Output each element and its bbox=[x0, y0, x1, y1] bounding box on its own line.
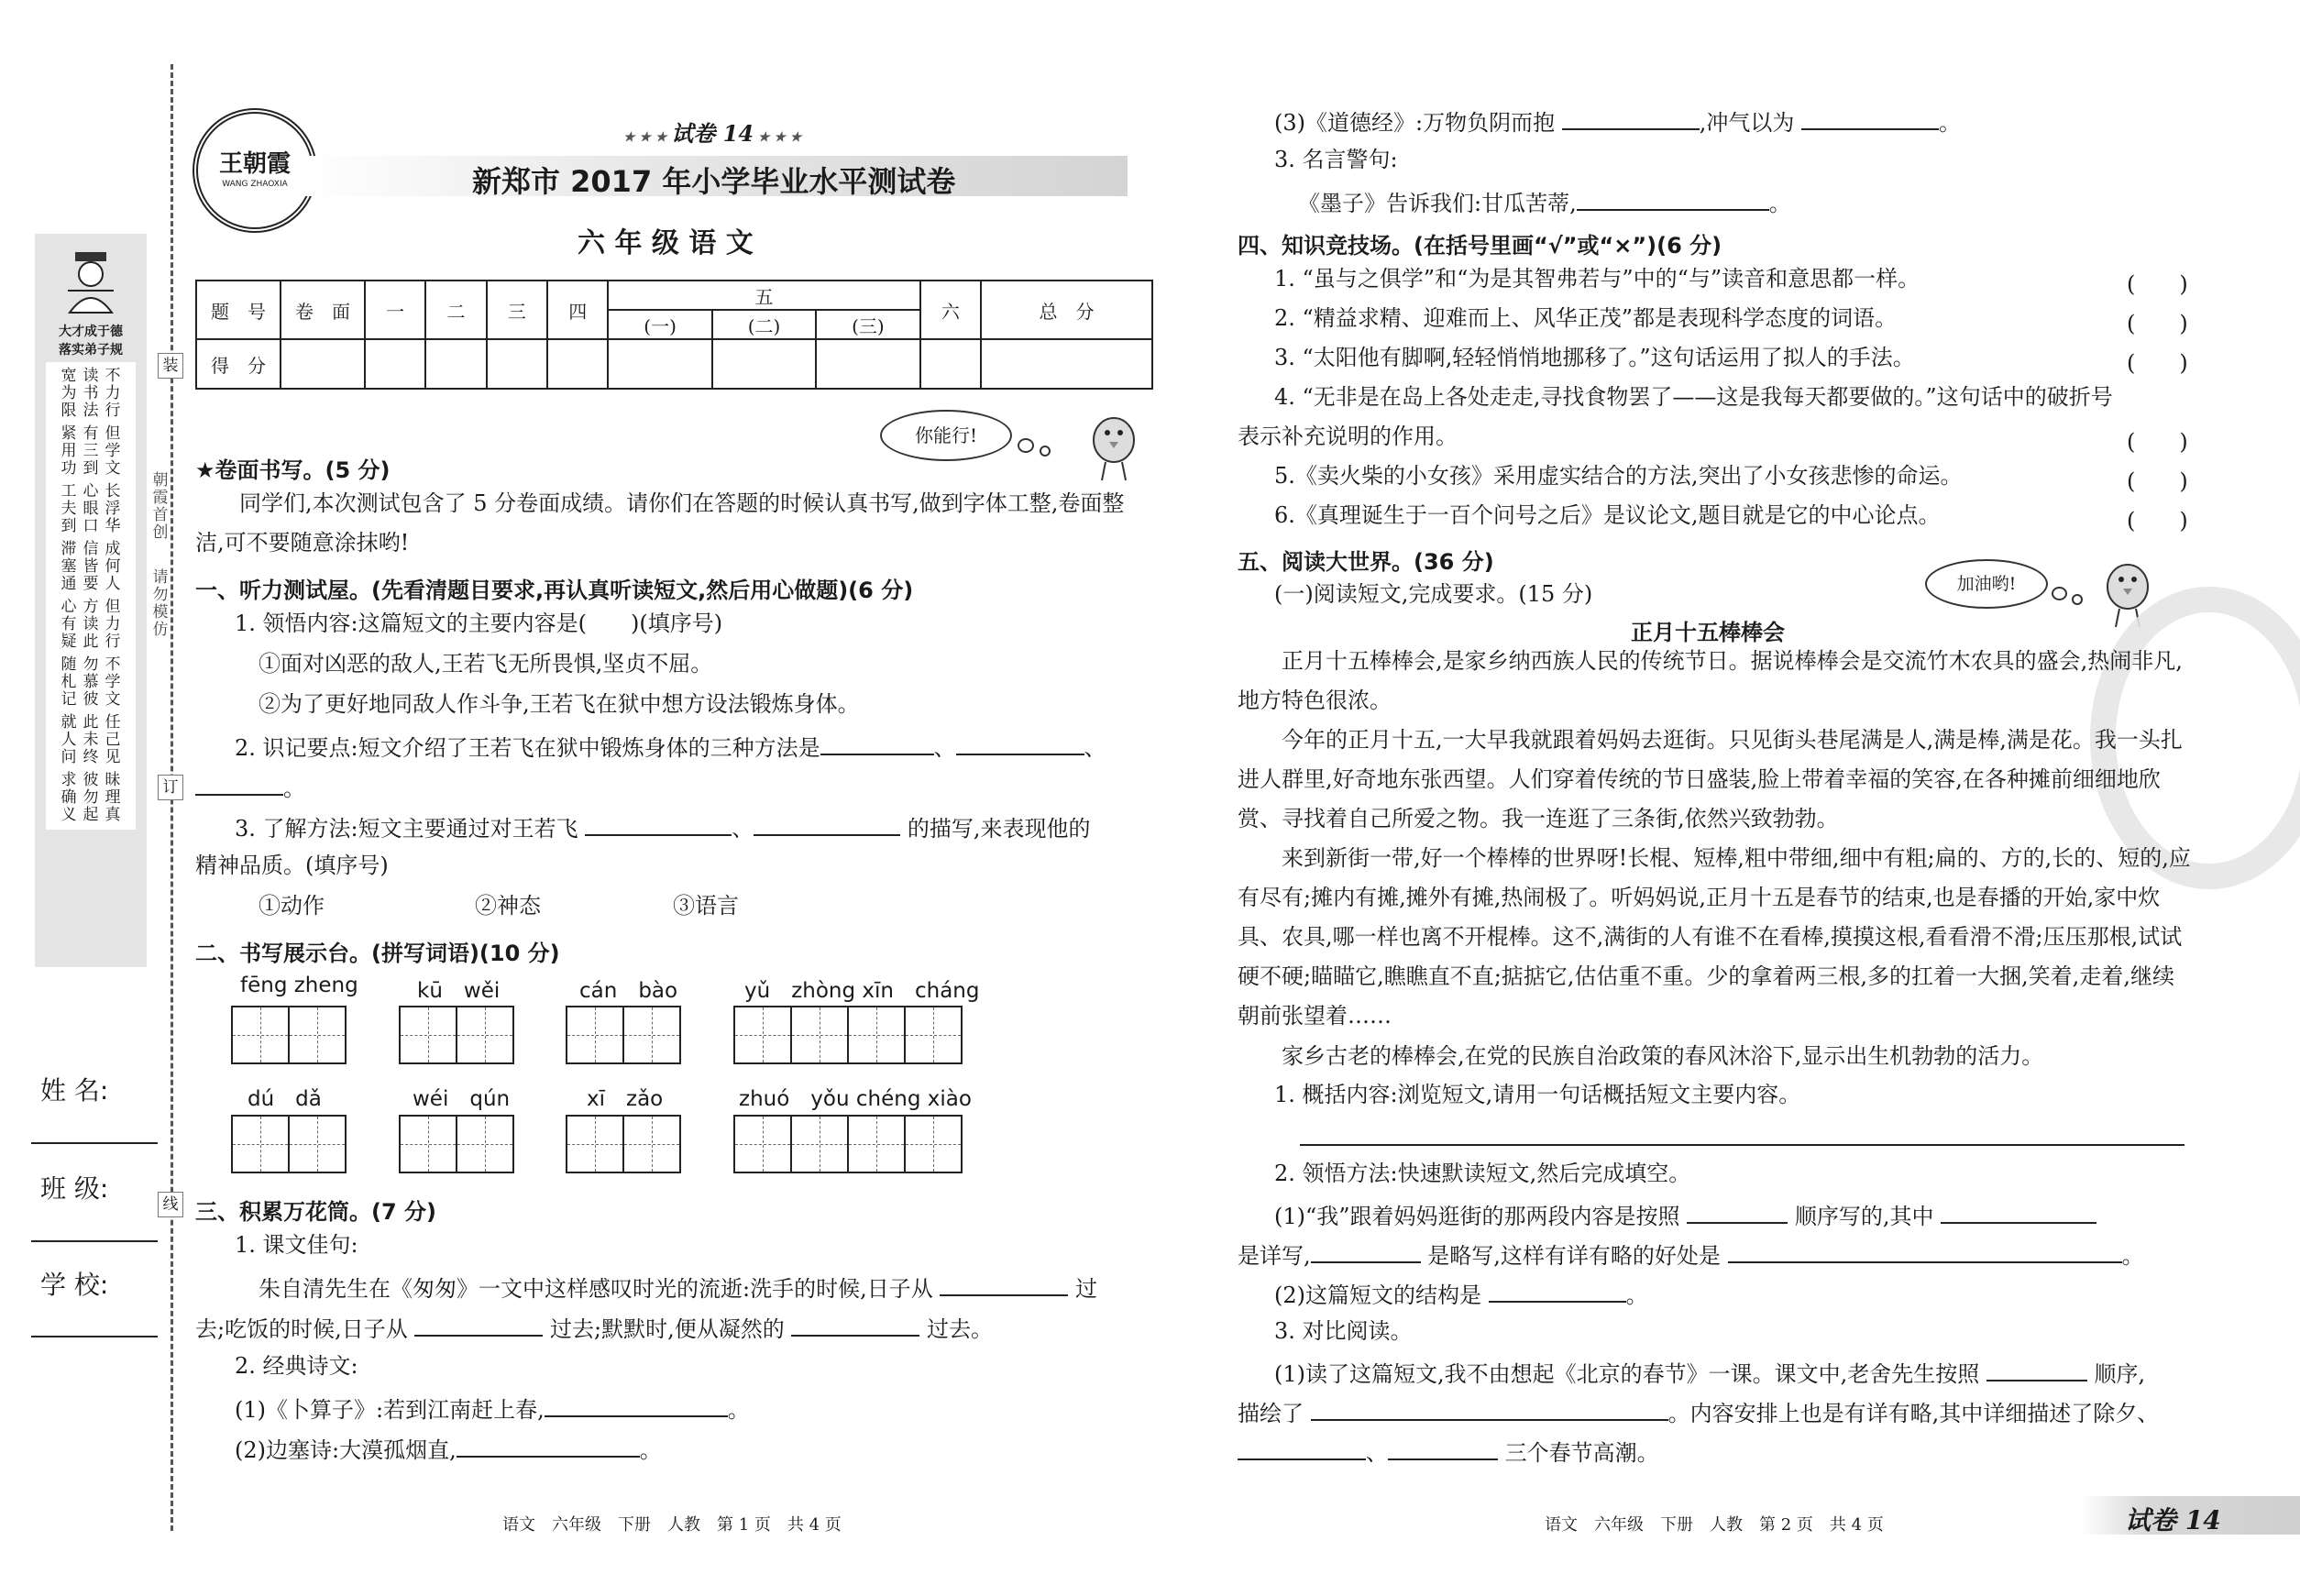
motto-column: 信皆要 bbox=[83, 540, 99, 593]
motto-row bbox=[46, 368, 136, 420]
question bbox=[1274, 1202, 2096, 1227]
score-cell[interactable] bbox=[981, 339, 1152, 389]
score-header: 卷 面 bbox=[281, 281, 365, 339]
section-title: 四、知识竞技场。(在括号里画“√”或“×”)(6 分) bbox=[1238, 233, 1722, 259]
judge-item: 表示补充说明的作用。 bbox=[1238, 424, 1458, 449]
motto-columns bbox=[46, 362, 136, 830]
writing-grid[interactable] bbox=[231, 1006, 347, 1064]
bubble-dot bbox=[2052, 587, 2067, 600]
question-text: 顺序, bbox=[2094, 1361, 2146, 1387]
section-title: ★卷面书写。(5 分) bbox=[195, 457, 391, 483]
passage-paragraph: 来到新街一带,好一个棒棒的世界呀!长棍、短棒,粗中带细,细中有粗;扁的、方的,长的、短的,应有尽有;摊内有摊,摊外有摊,热闹极了。听妈妈说,正月十五是春节的结束,也是春播的开始,家中炊具、农具,哪一样也离不开棍棒。这不,满街的人有谁不在看棒,摸摸这根,看看滑不滑;压压那根,试试硬不硬;瞄瞄它,瞧瞧直不直;掂掂它,估估重不重。少的拿着两三根,多的扛着一大捆,笑着,走着,继续朝前张望着…… bbox=[1238, 845, 2191, 1029]
score-header: 总 分 bbox=[981, 281, 1152, 339]
score-subheader: (二) bbox=[712, 310, 816, 339]
subsection-title: (一)阅读短文,完成要求。(15 分) bbox=[1274, 581, 1593, 607]
question-text: 描绘了 bbox=[1238, 1401, 1304, 1426]
option: ①面对凶恶的敌人,王若飞无所畏惧,坚贞不屈。 bbox=[259, 651, 713, 677]
pinyin: zhuó yǒu chéng xiào bbox=[739, 1087, 972, 1111]
motto-column: 彼勿起 bbox=[83, 771, 99, 824]
page-footer: 语文 六年级 下册 人教 第 1 页 共 4 页 bbox=[502, 1515, 842, 1535]
motto-panel bbox=[35, 234, 147, 967]
writing-grid[interactable] bbox=[399, 1006, 514, 1064]
question-text: 《墨子》告诉我们:甘瓜苦蒂, bbox=[1298, 191, 1577, 216]
bubble-dot bbox=[1040, 446, 1051, 457]
answer-blank[interactable] bbox=[1311, 1241, 1421, 1263]
judge-paren[interactable]: ( ) bbox=[2127, 508, 2188, 534]
motto-row bbox=[46, 541, 136, 593]
passage-title: 正月十五棒棒会 bbox=[1631, 620, 1785, 645]
judge-paren[interactable]: ( ) bbox=[2127, 311, 2188, 336]
chick-icon bbox=[1082, 403, 1146, 486]
motto-column: 滞塞通 bbox=[61, 540, 77, 593]
page-title: 新郑市 2017 年小学毕业水平测试卷 bbox=[472, 164, 956, 199]
question-text: 是略写,这样有详有略的好处是 bbox=[1427, 1243, 1721, 1269]
score-cell[interactable] bbox=[365, 339, 425, 389]
passage-paragraph: 正月十五棒棒会,是家乡纳西族人民的传统节日。据说棒棒会是交流竹木农具的盛会,热闹非凡,地方特色很浓。 bbox=[1238, 648, 2183, 713]
section-title: 三、积累万花筒。(7 分) bbox=[195, 1199, 436, 1225]
question-text: (2)这篇短文的结构是 bbox=[1274, 1282, 1481, 1308]
answer-blank[interactable] bbox=[414, 1315, 543, 1337]
motto-row bbox=[46, 656, 136, 709]
motto-row bbox=[46, 772, 136, 824]
score-header: 二 bbox=[425, 281, 486, 339]
question-text: (1)“我”跟着妈妈逛街的那两段内容是按照 bbox=[1274, 1204, 1680, 1229]
motto-column: 方读此 bbox=[83, 598, 99, 651]
answer-blank[interactable] bbox=[1728, 1241, 2122, 1263]
subject-title: 六 年 级 语 文 bbox=[578, 227, 754, 259]
logo-seal bbox=[193, 108, 317, 233]
answer-blank[interactable] bbox=[940, 1274, 1068, 1296]
question-text: 过去;默默时,便从凝然的 bbox=[550, 1316, 785, 1342]
question-cont: 精神品质。(填序号) bbox=[195, 853, 389, 878]
judge-paren[interactable]: ( ) bbox=[2127, 468, 2188, 494]
writing-grid[interactable] bbox=[733, 1006, 963, 1064]
motto-column: 随札记 bbox=[61, 655, 77, 709]
score-header: 三 bbox=[487, 281, 547, 339]
score-header: 六 bbox=[920, 281, 981, 339]
answer-blank[interactable] bbox=[1986, 1359, 2087, 1381]
question-text: 去;吃饭的时候,日子从 bbox=[195, 1316, 408, 1342]
answer-blank[interactable] bbox=[1388, 1438, 1498, 1460]
question: 1. 领悟内容:这篇短文的主要内容是( )(填序号) bbox=[235, 611, 723, 636]
answer-blank[interactable] bbox=[791, 1315, 919, 1337]
judge-item: 1. “虽与之俱学”和“为是其智弗若与”中的“与”读音和意思都一样。 bbox=[1274, 266, 1920, 292]
paper-tag bbox=[623, 116, 801, 148]
question-text: 3. 了解方法:短文主要通过对王若飞 bbox=[235, 816, 578, 842]
judge-item: 6.《真理诞生于一百个问号之后》是议论文,题目就是它的中心论点。 bbox=[1274, 502, 1941, 528]
question-text: 朱自清先生在《匆匆》一文中这样感叹时光的流逝:洗手的时候,日子从 bbox=[259, 1276, 933, 1302]
score-subheader: (一) bbox=[608, 310, 711, 339]
question: (2)边塞诗:大漠孤烟直, 。 bbox=[235, 1437, 662, 1463]
star-icon: ★ ★ ★ bbox=[754, 130, 802, 145]
question bbox=[1274, 1359, 2145, 1385]
section-title: 二、书写展示台。(拼写词语)(10 分) bbox=[195, 941, 560, 966]
footer-tag: 试卷 14 bbox=[2125, 1505, 2221, 1535]
score-header: 四 bbox=[547, 281, 608, 339]
pinyin: dú dǎ bbox=[248, 1087, 322, 1111]
question: 、 三个春节高潮。 bbox=[1238, 1438, 1659, 1464]
star-icon: ★ ★ ★ bbox=[623, 130, 672, 145]
passage-paragraph: 今年的正月十五,一大早我就跟着妈妈去逛街。只见街头巷尾满是人,满是棒,满是花。我一头扎进人群里,好奇地东张西望。人们穿着传统的节日盛装,脸上带着幸福的笑容,在各种摊前细细地欣赏、寻找着自己所爱之物。我一连逛了三条街,依然兴致勃勃。 bbox=[1238, 727, 2183, 831]
motto-column: 心有疑 bbox=[61, 598, 77, 651]
answer-blank[interactable] bbox=[585, 814, 732, 836]
question: 2. 经典诗文: bbox=[235, 1353, 358, 1379]
score-cell[interactable] bbox=[425, 339, 486, 389]
judge-paren[interactable]: ( ) bbox=[2127, 271, 2188, 297]
answer-blank[interactable] bbox=[1687, 1202, 1788, 1224]
question: (3)《道德经》:万物负阴而抱 ,冲气以为 。 bbox=[1274, 110, 1962, 136]
question: 是详写, 是略写,这样有详有略的好处是 。 bbox=[1238, 1243, 2144, 1269]
motto-column: 但学文 bbox=[105, 424, 121, 478]
question: (2)这篇短文的结构是 。 bbox=[1274, 1282, 1648, 1308]
question bbox=[195, 1315, 993, 1340]
motto-column: 就人问 bbox=[61, 713, 77, 766]
answer-blank[interactable] bbox=[545, 1395, 728, 1417]
motto-column: 不学文 bbox=[105, 655, 121, 709]
motto-column: 此未终 bbox=[83, 713, 99, 766]
question: 1. 概括内容:浏览短文,请用一句话概括短文主要内容。 bbox=[1274, 1082, 1801, 1107]
writing-grid[interactable] bbox=[231, 1115, 347, 1173]
answer-blank[interactable] bbox=[820, 733, 934, 755]
motto-row bbox=[46, 599, 136, 651]
writing-grid[interactable] bbox=[399, 1115, 514, 1173]
question-text: (1)读了这篇短文,我不由想起《北京的春节》一课。课文中,老舍先生按照 bbox=[1274, 1361, 1980, 1387]
motto-column: 勿慕彼 bbox=[83, 655, 99, 709]
motto-column: 长浮华 bbox=[105, 482, 121, 535]
question-text: 顺序写的,其中 bbox=[1794, 1204, 1934, 1229]
pinyin: xī zǎo bbox=[587, 1087, 664, 1111]
question: 2. 领悟方法:快速默读短文,然后完成填空。 bbox=[1274, 1161, 1691, 1186]
motto-column: 读书法 bbox=[83, 367, 99, 420]
answer-blank[interactable] bbox=[1238, 1438, 1366, 1460]
question-text: 。内容安排上也是有详有略,其中详细描述了除夕、 bbox=[1667, 1401, 2160, 1426]
judge-paren[interactable]: ( ) bbox=[2127, 350, 2188, 376]
judge-item: 2. “精益求精、迎难而上、风华正茂”都是表现科学态度的词语。 bbox=[1274, 305, 1898, 331]
question-text: (3)《道德经》:万物负阴而抱 bbox=[1274, 110, 1556, 136]
pinyin: wéi qún bbox=[413, 1087, 511, 1111]
motto-column: 求确义 bbox=[61, 771, 77, 824]
option: ①动作 bbox=[259, 893, 325, 919]
option: ②为了更好地同敌人作斗争,王若飞在狱中想方设法锻炼身体。 bbox=[259, 691, 860, 717]
question: 3. 了解方法:短文主要通过对王若飞 、 的描写,来表现他的 bbox=[235, 816, 1091, 842]
motto-column: 心眼口 bbox=[83, 482, 99, 535]
question-text: 三个春节高潮。 bbox=[1504, 1440, 1659, 1466]
score-table bbox=[195, 280, 1153, 390]
name-label: 姓 名: bbox=[40, 1075, 109, 1106]
question-text: 是详写, bbox=[1238, 1243, 1311, 1269]
answer-blank[interactable] bbox=[754, 814, 900, 836]
question: 2. 识记要点:短文介绍了王若飞在狱中锻炼身体的三种方法是 、 、 bbox=[235, 735, 1106, 761]
score-cell[interactable] bbox=[547, 339, 608, 389]
answer-blank[interactable] bbox=[195, 774, 283, 796]
binding-char: 装 bbox=[158, 353, 183, 379]
motto-bottom: 落实弟子规 bbox=[59, 343, 123, 358]
class-field[interactable] bbox=[31, 1240, 158, 1242]
answer-blank[interactable] bbox=[1941, 1202, 2096, 1224]
logo-subtext: WANG ZHAOXIA bbox=[222, 180, 288, 189]
answer-blank[interactable] bbox=[1311, 1399, 1668, 1421]
question-text: 的描写,来表现他的 bbox=[907, 816, 1091, 842]
writing-grid[interactable] bbox=[733, 1115, 963, 1173]
scholar-icon bbox=[62, 250, 119, 314]
pinyin: yǔ zhòng xīn cháng bbox=[744, 979, 980, 1003]
side-note bbox=[150, 472, 171, 639]
answer-blank[interactable] bbox=[1562, 108, 1700, 130]
question: (1)《卜算子》:若到江南赶上春, 。 bbox=[235, 1397, 750, 1423]
score-header: 题 号 bbox=[196, 281, 281, 339]
speech-bubble: 加油哟! bbox=[1925, 559, 2048, 609]
motto-column: 宽为限 bbox=[61, 367, 77, 420]
answer-blank[interactable] bbox=[956, 733, 1084, 755]
motto-column: 不力行 bbox=[105, 367, 121, 420]
motto-column: 工夫到 bbox=[61, 482, 77, 535]
motto-column: 但力行 bbox=[105, 598, 121, 651]
question-text: (2)边塞诗:大漠孤烟直, bbox=[235, 1437, 457, 1463]
section-title: 一、听力测试屋。(先看清题目要求,再认真听读短文,然后用心做题)(6 分) bbox=[195, 578, 914, 603]
judge-item: 4. “无非是在岛上各处走走,寻找食物罢了——这是我每天都要做的。”这句话中的破折号 bbox=[1274, 384, 2113, 410]
pinyin: kū wěi bbox=[417, 979, 501, 1003]
answer-blank[interactable] bbox=[1801, 108, 1939, 130]
question bbox=[1238, 1399, 2159, 1425]
pinyin: fēng zheng bbox=[240, 974, 358, 997]
passage-paragraph: 家乡古老的棒棒会,在党的民族自治政策的春风沐浴下,显示出生机勃勃的活力。 bbox=[1282, 1043, 2044, 1069]
motto-column: 任己见 bbox=[105, 713, 121, 766]
pinyin: cán bào bbox=[579, 979, 678, 1003]
side-note-line: 朝霞首创 bbox=[152, 471, 169, 542]
score-cell[interactable] bbox=[487, 339, 547, 389]
logo-text: 王朝霞 bbox=[218, 150, 291, 178]
judge-item: 5.《卖火柴的小女孩》采用虚实结合的方法,突出了小女孩悲惨的命运。 bbox=[1274, 463, 1963, 489]
question-text: 过 bbox=[1075, 1276, 1097, 1302]
score-cell[interactable] bbox=[712, 339, 816, 389]
bubble-dot bbox=[2072, 594, 2083, 605]
motto-row bbox=[46, 425, 136, 478]
motto-top: 大才成于德 bbox=[59, 325, 123, 339]
motto-row bbox=[46, 714, 136, 766]
score-cell[interactable] bbox=[816, 339, 919, 389]
score-subheader: (三) bbox=[816, 310, 919, 339]
class-label: 班 级: bbox=[40, 1173, 109, 1204]
section-text: 同学们,本次测试包含了 5 分卷面成绩。请你们在答题的时候认真书写,做到字体工整,卷面整洁,可不要随意涂抹哟! bbox=[195, 490, 1125, 556]
question-text: ,冲气以为 bbox=[1699, 110, 1795, 136]
score-header: 五 bbox=[608, 281, 919, 310]
question bbox=[259, 1274, 1097, 1300]
question: 《墨子》告诉我们:甘瓜苦蒂, 。 bbox=[1298, 191, 1791, 216]
answer-blank-line: 。 bbox=[195, 774, 305, 799]
school-label: 学 校: bbox=[40, 1270, 109, 1300]
motto-column: 紧用功 bbox=[61, 424, 77, 478]
judge-item: 3. “太阳他有脚啊,轻轻悄悄地挪移了。”这句话运用了拟人的手法。 bbox=[1274, 345, 1915, 370]
paper-tag-text: 试卷 14 bbox=[671, 120, 754, 147]
score-cell[interactable] bbox=[608, 339, 711, 389]
answer-blank[interactable] bbox=[457, 1436, 640, 1458]
score-header: 一 bbox=[365, 281, 425, 339]
binding-char: 线 bbox=[158, 1192, 183, 1217]
motto-row bbox=[46, 483, 136, 535]
motto-column: 有三到 bbox=[83, 424, 99, 478]
side-note-line: 请勿模仿 bbox=[152, 568, 169, 639]
school-field[interactable] bbox=[31, 1336, 158, 1337]
score-cell[interactable] bbox=[281, 339, 365, 389]
score-row-label: 得 分 bbox=[196, 339, 281, 389]
option: ③语言 bbox=[673, 893, 739, 919]
section-title: 五、阅读大世界。(36 分) bbox=[1238, 549, 1494, 575]
writing-grid[interactable] bbox=[566, 1006, 681, 1064]
writing-grid[interactable] bbox=[566, 1115, 681, 1173]
option: ②神态 bbox=[475, 893, 541, 919]
name-field[interactable] bbox=[31, 1142, 158, 1144]
question-text: (1)《卜算子》:若到江南赶上春, bbox=[235, 1397, 545, 1423]
speech-bubble: 你能行! bbox=[880, 410, 1012, 461]
page-footer: 语文 六年级 下册 人教 第 2 页 共 4 页 bbox=[1545, 1515, 1884, 1535]
motto-column: 昧理真 bbox=[105, 771, 121, 824]
question-text: 过去。 bbox=[927, 1316, 993, 1342]
question: 1. 课文佳句: bbox=[235, 1232, 358, 1258]
judge-paren[interactable]: ( ) bbox=[2127, 429, 2188, 455]
binding-char: 订 bbox=[158, 775, 183, 800]
question: 3. 对比阅读。 bbox=[1274, 1318, 1413, 1344]
motto-column: 成何人 bbox=[105, 540, 121, 593]
answer-blank[interactable] bbox=[1489, 1281, 1626, 1303]
score-cell[interactable] bbox=[920, 339, 981, 389]
bubble-dot bbox=[1018, 438, 1034, 453]
answer-line[interactable] bbox=[1300, 1144, 2184, 1146]
question-text: 2. 识记要点:短文介绍了王若飞在狱中锻炼身体的三种方法是 bbox=[235, 735, 820, 761]
answer-blank[interactable] bbox=[1577, 189, 1769, 211]
question: 3. 名言警句: bbox=[1274, 147, 1398, 172]
